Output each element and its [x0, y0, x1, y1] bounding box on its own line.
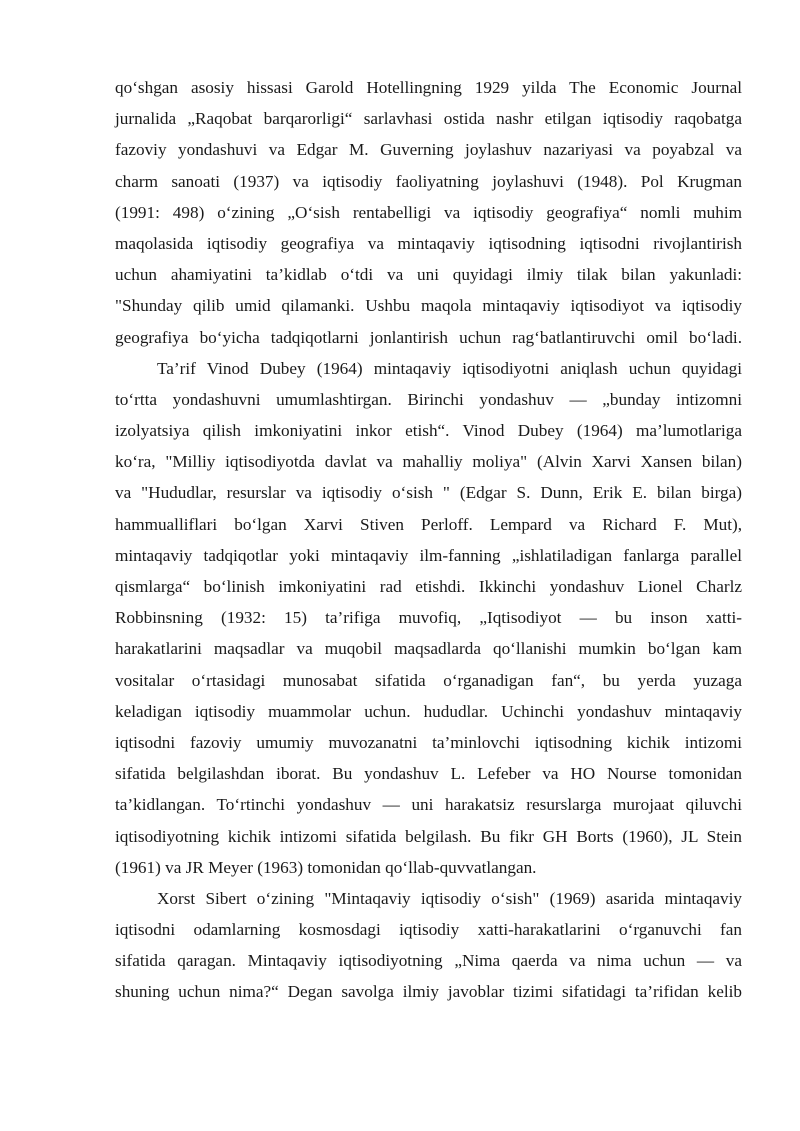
- text-line: maqolasida iqtisodiy geografiya va mintaqaviy iqtisodning iqtisodni rivojlantirish: [115, 233, 742, 253]
- text-line: iqtisodiyotning kichik intizomi sifatida belgilash. Bu fikr GH Borts (1960), JL Stein: [115, 826, 742, 846]
- text-line: fazoviy yondashuvi va Edgar M. Guverning joylashuv nazariyasi va poyabzal va: [115, 140, 742, 160]
- text-line: charm sanoati (1937) va iqtisodiy faoliyatning joylashuvi (1948). Pol Krugman: [115, 171, 742, 191]
- text-line: ta’kidlangan. To‘rtinchi yondashuv — uni harakatsiz resurslarga murojaat qiluvchi: [115, 795, 742, 815]
- text-line: va "Hududlar, resurslar va iqtisodiy o‘sish " (Edgar S. Dunn, Erik E. bilan birga): [115, 483, 742, 503]
- paragraph-1: [115, 72, 742, 353]
- body-text: [115, 72, 742, 1008]
- text-line: sifatida belgilashdan iborat. Bu yondashuv L. Lefeber va HO Nourse tomonidan: [115, 764, 742, 784]
- text-line: iqtisodni odamlarning kosmosdagi iqtisodiy xatti-harakatlarini o‘rganuvchi fan: [115, 920, 742, 940]
- text-line: mintaqaviy tadqiqotlar yoki mintaqaviy ilm-fanning „ishlatiladigan fanlarga parallel: [115, 545, 742, 565]
- text-line: qo‘shgan asosiy hissasi Garold Hotellingning 1929 yilda The Economic Journal: [115, 78, 742, 97]
- text-line: vositalar o‘rtasidagi munosabat sifatida o‘rganadigan fan“, bu yerda yuzaga: [115, 670, 742, 690]
- text-line: shuning uchun nima?“ Degan savolga ilmiy javoblar tizimi sifatidagi ta’rifidan kelib: [115, 982, 742, 1002]
- text-line: ko‘ra, "Milliy iqtisodiyotda davlat va mahalliy moliya" (Alvin Xarvi Xansen bilan): [115, 452, 742, 472]
- text-line: izolyatsiya qilish imkoniyatini inkor etish“. Vinod Dubey (1964) ma’lumotlariga: [115, 421, 742, 441]
- text-line: (1991: 498) o‘zining „O‘sish rentabelligi va iqtisodiy geografiya“ nomli muhim: [115, 202, 742, 222]
- text-line: keladigan iqtisodiy muammolar uchun. hududlar. Uchinchi yondashuv mintaqaviy: [115, 701, 742, 721]
- text-line: Ta’rif Vinod Dubey (1964) mintaqaviy iqtisodiyotni aniqlash uchun quyidagi: [157, 358, 742, 378]
- text-line: uchun ahamiyatini ta’kidlab o‘tdi va uni quyidagi ilmiy tilak bilan yakunladi:: [115, 265, 742, 285]
- paragraph-2: [115, 353, 742, 883]
- text-line: iqtisodni fazoviy umumiy muvozanatni ta’minlovchi iqtisodning kichik intizomi: [115, 732, 742, 752]
- text-line: Xorst Sibert o‘zining "Mintaqaviy iqtisodiy o‘sish" (1969) asarida mintaqaviy: [157, 888, 742, 908]
- text-line: to‘rtta yondashuvni umumlashtirgan. Birinchi yondashuv — „bunday intizomni: [115, 389, 742, 409]
- text-line: Robbinsning (1932: 15) ta’rifiga muvofiq, „Iqtisodiyot — bu inson xatti-: [115, 608, 742, 628]
- text-line: hammualliflari bo‘lgan Xarvi Stiven Perloff. Lempard va Richard F. Mut),: [115, 514, 742, 534]
- text-line: qismlarga“ bo‘linish imkoniyatini rad etishdi. Ikkinchi yondashuv Lionel Charlz: [115, 577, 742, 596]
- text-line: harakatlarini maqsadlar va muqobil maqsadlarda qo‘llanishi mumkin bo‘lgan kam: [115, 639, 742, 659]
- paragraph-3: [115, 883, 742, 1008]
- text-line: sifatida qaragan. Mintaqaviy iqtisodiyotning „Nima qaerda va nima uchun — va: [115, 951, 742, 971]
- text-line: (1961) va JR Meyer (1963) tomonidan qo‘llab-quvvatlangan.: [115, 857, 537, 877]
- text-line: "Shunday qilib umid qilamanki. Ushbu maqola mintaqaviy iqtisodiyot va iqtisodiy: [115, 296, 742, 316]
- text-line: geografiya bo‘yicha tadqiqotlarni jonlantirish uchun rag‘batlantiruvchi omil bo‘ladi.: [115, 327, 742, 347]
- text-line: jurnalida „Raqobat barqarorligi“ sarlavhasi ostida nashr etilgan iqtisodiy raqobatga: [115, 109, 742, 129]
